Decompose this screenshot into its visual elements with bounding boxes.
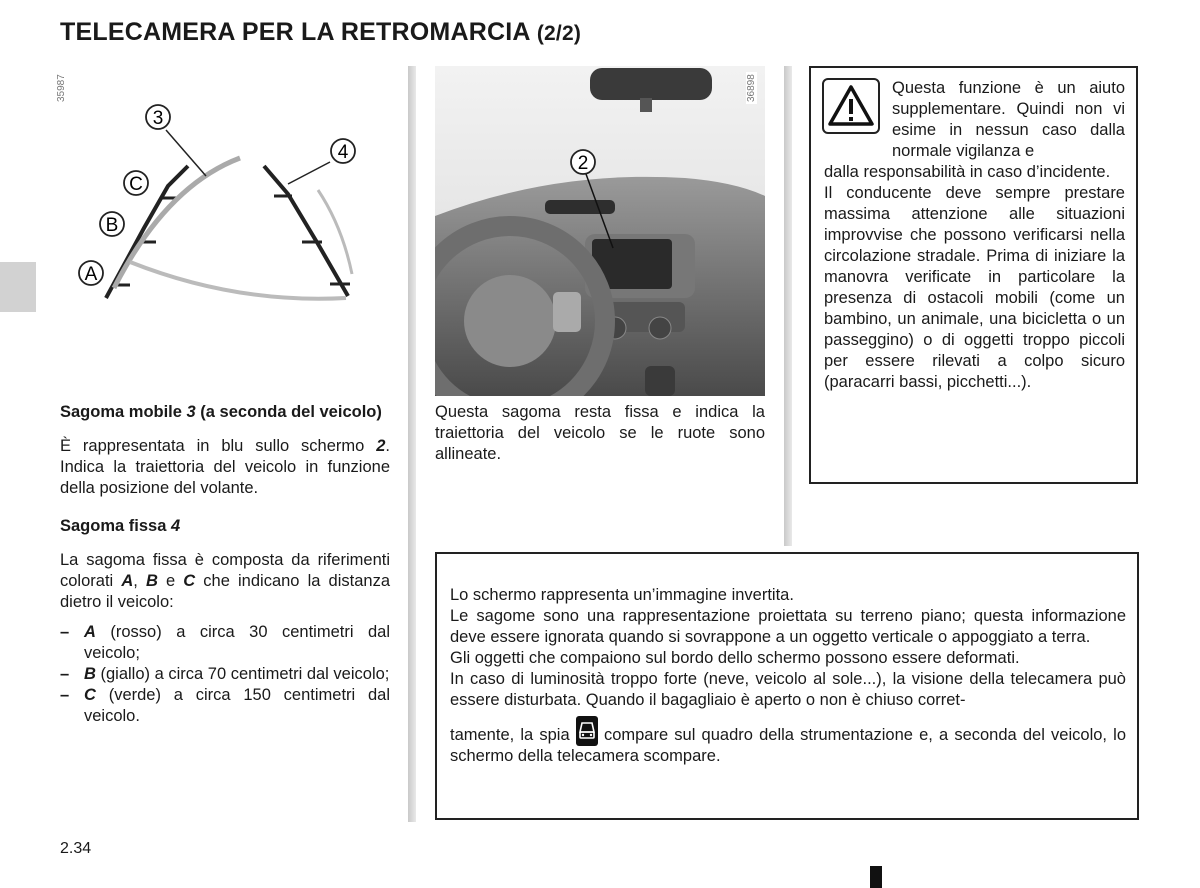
label-b: B <box>105 215 119 236</box>
fixed-guide-heading: Sagoma fissa 4 <box>60 517 181 535</box>
note-p3: Gli oggetti che compaiono sul bordo dello schermo possono essere deformati. <box>450 649 1020 667</box>
note-p4: In caso di luminosità troppo forte (neve, veicolo al sole...), la visione della telecamera può essere disturbata. Quando il bagagliaio è aperto o non è chiuso corret- <box>450 670 1126 709</box>
label-c: C <box>129 174 143 195</box>
list-item: – B (giallo) a circa 70 centimetri dal veicolo; <box>60 665 390 683</box>
column-divider-left <box>408 66 416 822</box>
guide-lines-drawing <box>56 66 396 316</box>
list-item: – C (verde) a circa 150 centimetri dal veicolo. <box>60 686 390 725</box>
title-text: TELECAMERA PER LA RETROMARCIA <box>60 18 530 46</box>
fixed-guide-paragraph: La sagoma fissa è composta da riferimenti colorati A, B e C che indicano la distanza dietro il veicolo: <box>60 551 390 611</box>
warning-responsibility: dalla responsabilità in caso d’incidente. <box>824 163 1111 181</box>
guide-lines-figure <box>56 66 396 316</box>
moving-guide-heading: Sagoma mobile 3 (a seconda del veicolo) <box>60 403 382 421</box>
figure-number: 36898 <box>746 74 757 102</box>
warning-intro: Questa funzione è un aiuto supplementare. Quindi non vi esime in nessun caso dalla normale vigilanza e <box>892 79 1125 160</box>
label-2: 2 <box>577 153 589 174</box>
column-divider-right <box>784 66 792 546</box>
moving-guide-paragraph: È rappresentata in blu sullo schermo 2. Indica la traiettoria del veicolo in funzione della posizione del volante. <box>60 437 390 497</box>
page-edge-mark <box>870 866 882 888</box>
note-p5: tamente, la spia compare sul quadro della strumentazione e, a seconda del veicolo, lo schermo della telecamera scompare. <box>450 716 1126 767</box>
figure-caption: Questa sagoma resta fissa e indica la traiettoria del veicolo se le ruote sono allineate. <box>435 403 765 463</box>
warning-icon <box>822 78 880 134</box>
note-text <box>450 585 1126 767</box>
note-p1: Lo schermo rappresenta un’immagine invertita. <box>450 586 794 604</box>
figure-number: 35987 <box>56 74 67 102</box>
dashboard-figure <box>435 66 765 396</box>
label-a: A <box>84 264 98 285</box>
trunk-open-warning-icon <box>576 716 598 746</box>
title-part: (2/2) <box>536 22 582 45</box>
warning-paragraph: Il conducente deve sempre prestare massima attenzione alle situazioni improvvise che possono verificarsi nella circolazione stradale. Prima di iniziare la manovra verificate in particolare la presenza di ostacoli mobili (come un bambino, un animale, una bicicletta o un passeggino) o di oggetti troppo piccoli per essere rilevati a colpo sicuro (paracarri bassi, picchetti...). <box>824 184 1125 391</box>
note-p2: Le sagome sono una rappresentazione proiettata su terreno piano; questa informazione deve essere ignorata quando si sovrappone a un oggetto verticale o appoggiato a terra. <box>450 607 1126 646</box>
page-title <box>60 18 581 47</box>
left-column-text <box>60 402 390 727</box>
label-4: 4 <box>337 142 349 163</box>
page-number: 2.34 <box>60 840 92 857</box>
warning-text <box>824 162 1125 393</box>
dashboard-drawing <box>435 66 765 396</box>
list-item: – A (rosso) a circa 30 centimetri dal veicolo; <box>60 623 390 662</box>
chapter-tab <box>0 262 36 312</box>
label-3: 3 <box>152 108 164 129</box>
